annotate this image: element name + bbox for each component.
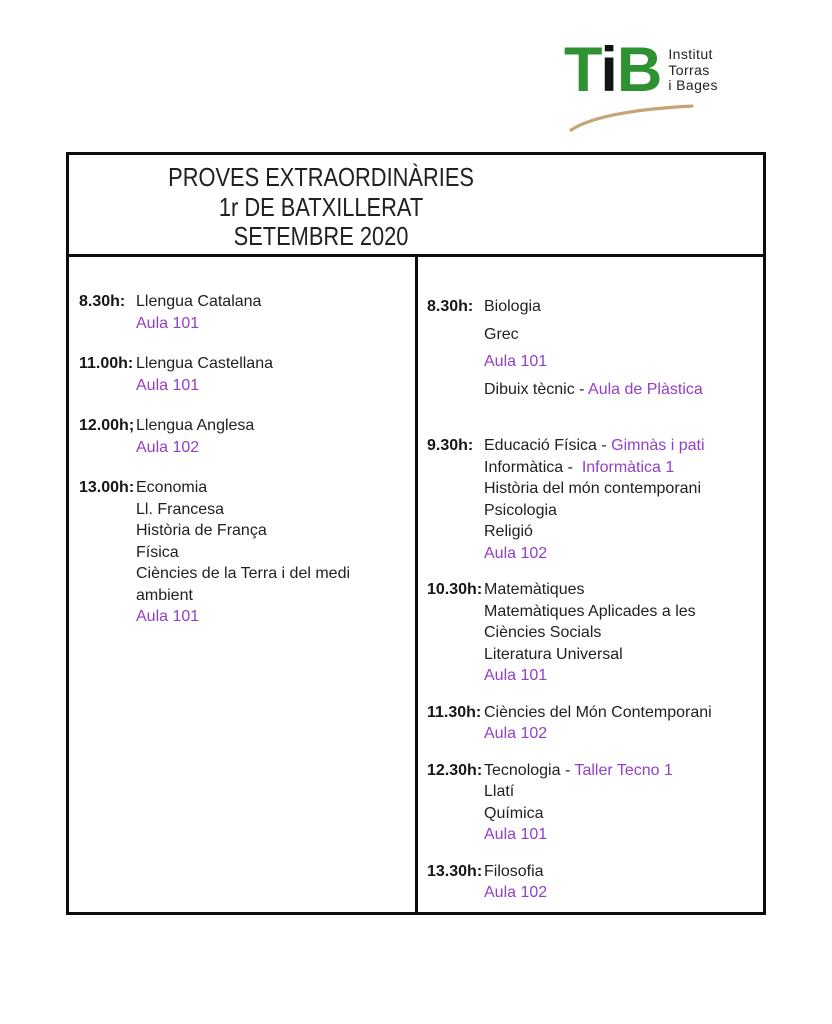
- subject-text: Matemàtiques Aplicades a les: [484, 602, 696, 620]
- subject-text: ambient: [136, 586, 193, 604]
- exam-time: 13.00h:: [79, 479, 135, 496]
- room-text: Aula 102: [484, 544, 548, 562]
- logo-name-line: i Bages: [668, 77, 718, 93]
- subject-text: Física: [136, 543, 179, 561]
- subject-line: [484, 376, 763, 404]
- room-text: Taller Tecno 1: [574, 761, 673, 779]
- subject-text: Llengua Anglesa: [136, 417, 255, 434]
- subject-text: Llatí: [484, 783, 515, 800]
- subject-line: [484, 824, 763, 846]
- room-text: Aula 101: [484, 826, 548, 843]
- exam-subject-lines: [484, 760, 763, 846]
- exam-subject-lines: [484, 293, 763, 403]
- subject-line: [484, 601, 763, 623]
- room-text: Aula 102: [484, 884, 548, 901]
- room-text: Informàtica 1: [581, 458, 675, 476]
- subject-text: Grec: [484, 325, 519, 343]
- subject-line: [484, 665, 763, 687]
- exam-time: 11.30h:: [427, 703, 482, 721]
- subject-text: Tecnologia -: [484, 761, 575, 779]
- subject-text: Química: [484, 804, 544, 822]
- subject-text: Ciències de la Terra i del medi: [136, 565, 351, 582]
- logo-row: [564, 35, 774, 105]
- exam-time: 13.30h:: [427, 862, 483, 880]
- room-text: Aula 101: [136, 608, 200, 625]
- subject-text: Ciències Socials: [484, 624, 602, 641]
- exam-slot: [427, 435, 763, 564]
- logo-letter-t: T: [564, 35, 601, 105]
- exam-subject-lines: [484, 861, 763, 904]
- exam-time: 12.00h;: [79, 417, 135, 434]
- table-header: [69, 155, 763, 257]
- subject-line: [484, 500, 763, 522]
- exam-subject-lines: [484, 435, 763, 564]
- subject-line: [136, 563, 415, 585]
- subject-line: [484, 543, 763, 565]
- schedule-column-right: [418, 257, 763, 912]
- exam-subject-lines: [136, 477, 415, 628]
- logo-swoosh-arc: [566, 102, 774, 137]
- subject-line: [484, 882, 763, 904]
- exam-slot: [79, 415, 415, 458]
- subject-text: Economia: [136, 479, 208, 496]
- room-text: Gimnàs i pati: [611, 437, 705, 454]
- room-text: Aula 101: [136, 314, 200, 332]
- exam-slot: [79, 477, 415, 628]
- exam-time: 12.30h:: [427, 761, 483, 779]
- exam-time: 8.30h:: [427, 298, 474, 315]
- exam-slot: [427, 861, 763, 904]
- subject-line: [484, 579, 763, 601]
- logo-tib-text: [564, 35, 662, 105]
- subject-text: Informàtica -: [484, 458, 582, 476]
- exam-slot: [427, 579, 763, 687]
- exam-subject-lines: [484, 702, 763, 745]
- subject-text: Història del món contemporani: [484, 480, 701, 497]
- exam-subject-lines: [136, 415, 415, 458]
- subject-line: [136, 520, 415, 542]
- subject-line: [484, 348, 763, 376]
- schedule-title-line: SETEMBRE 2020: [233, 221, 409, 251]
- subject-line: [136, 353, 415, 375]
- subject-line: [484, 622, 763, 644]
- logo-name-line: Institut: [668, 46, 713, 62]
- school-logo: [564, 35, 774, 137]
- subject-text: Llengua Catalana: [136, 293, 262, 310]
- table-body: [69, 257, 763, 912]
- subject-line: [136, 291, 415, 313]
- room-text: Aula 102: [136, 438, 200, 456]
- subject-line: [136, 313, 415, 335]
- subject-text: Ll. Francesa: [136, 500, 225, 518]
- room-text: Aula de Plàstica: [588, 380, 703, 398]
- exam-slot: [427, 702, 763, 745]
- exam-time: 10.30h:: [427, 581, 483, 598]
- room-text: Aula 101: [484, 353, 548, 370]
- exam-slot: [79, 353, 415, 396]
- room-text: Aula 101: [136, 376, 200, 394]
- logo-letter-i: i: [600, 35, 617, 105]
- exam-slot: [79, 291, 415, 334]
- logo-letter-b: B: [616, 35, 662, 105]
- subject-line: [484, 478, 763, 500]
- subject-line: [136, 606, 415, 628]
- subject-text: Història de França: [136, 522, 267, 539]
- schedule-title-line: 1r DE BATXILLERAT: [218, 191, 424, 222]
- subject-line: [136, 499, 415, 521]
- subject-line: [484, 457, 763, 479]
- subject-text: Filosofia: [484, 862, 544, 880]
- room-text: Aula 102: [484, 725, 548, 742]
- subject-line: [136, 415, 415, 437]
- subject-line: [136, 477, 415, 499]
- subject-line: [484, 521, 763, 543]
- schedule-title-line: PROVES EXTRAORDINÀRIES: [168, 162, 474, 192]
- subject-text: Religió: [484, 523, 533, 540]
- subject-text: Llengua Castellana: [136, 355, 273, 372]
- logo-institution-name: [668, 47, 718, 94]
- room-text: Aula 101: [484, 667, 548, 684]
- subject-line: [484, 723, 763, 745]
- subject-line: [136, 375, 415, 397]
- exam-time: 9.30h:: [427, 437, 474, 454]
- exam-subject-lines: [484, 579, 763, 687]
- exam-schedule-table: [66, 152, 766, 915]
- subject-line: [136, 585, 415, 607]
- exam-slot: [427, 760, 763, 846]
- exam-time: 8.30h:: [79, 293, 126, 310]
- subject-line: [136, 542, 415, 564]
- subject-text: Literatura Universal: [484, 645, 623, 663]
- subject-line: [484, 803, 763, 825]
- logo-name-line: Torras: [668, 61, 710, 78]
- schedule-title: [168, 163, 474, 252]
- schedule-column-left: [69, 257, 418, 912]
- subject-line: [484, 861, 763, 883]
- subject-text: Matemàtiques: [484, 581, 585, 598]
- exam-time: 11.00h:: [79, 355, 134, 372]
- subject-text: Ciències del Món Contemporani: [484, 703, 712, 721]
- subject-line: [136, 437, 415, 459]
- subject-text: Psicologia: [484, 501, 557, 519]
- subject-line: [484, 760, 763, 782]
- subject-line: [484, 321, 763, 349]
- subject-line: [484, 781, 763, 803]
- subject-text: Biologia: [484, 298, 541, 315]
- exam-subject-lines: [136, 353, 415, 396]
- subject-text: Educació Física -: [484, 437, 612, 454]
- subject-text: Dibuix tècnic -: [484, 380, 589, 398]
- subject-line: [484, 435, 763, 457]
- subject-line: [484, 293, 763, 321]
- subject-line: [484, 702, 763, 724]
- exam-slot: [427, 293, 763, 403]
- subject-line: [484, 644, 763, 666]
- exam-subject-lines: [136, 291, 415, 334]
